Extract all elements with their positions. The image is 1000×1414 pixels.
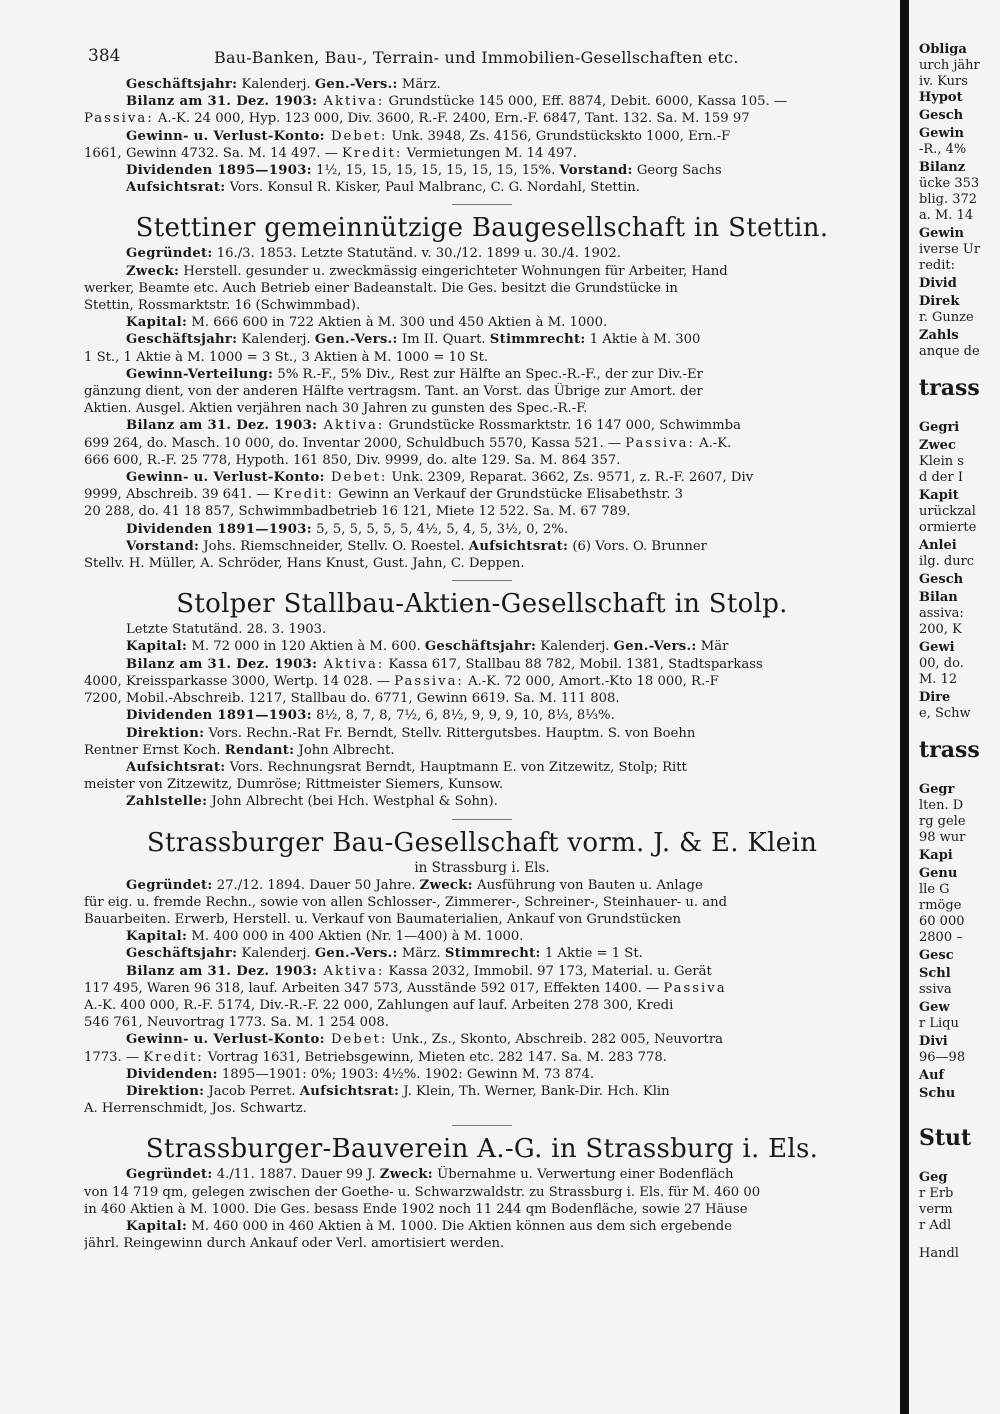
text-segment: Bauarbeiten. Erwerb, Herstell. u. Verkauf von Baumaterialien, Ankauf von Grundstücken [84, 911, 681, 927]
field-label: Kapital: [126, 315, 188, 331]
company-entry [84, 819, 880, 1118]
text-line [84, 452, 880, 469]
text-line [84, 314, 880, 331]
section-divider [452, 819, 512, 820]
text-line [84, 76, 880, 93]
entry-body [84, 1166, 880, 1252]
edge-text-fragment: Schu [919, 1086, 956, 1101]
text-segment: M. 460 000 in 460 Aktien à M. 1000. Die Aktien können aus dem sich ergebende [187, 1218, 733, 1234]
text-segment: Grundstücke Rossmarktstr. 16 147 000, Schwimmba [384, 418, 741, 434]
text-segment: Unk. 2309, Reparat. 3662, Zs. 9571, z. R.-F. 2607, Div [387, 470, 754, 486]
field-label: Kapital: [126, 1218, 188, 1234]
edge-text-fragment: e, Schw [919, 706, 971, 721]
edge-text-fragment: Gew [919, 1000, 950, 1015]
company-entry [84, 1125, 880, 1252]
edge-text-fragment: Handl [919, 1246, 959, 1261]
text-segment: Unk., Zs., Skonto, Abschreib. 282 005, Neuvortra [387, 1032, 723, 1048]
field-label: Gen.-Vers.: [314, 77, 398, 92]
text-line [84, 297, 880, 314]
edge-text-fragment: 96—98 [919, 1050, 966, 1065]
text-segment: gänzung dient, von der anderen Hälfte vertragsm. Tant. an Vorst. das Übrige zur Amort. der [84, 384, 703, 400]
text-segment: für eig. u. fremde Rechn., sowie von allen Schlosser-, Zimmerer-, Schreiner-, Steinhauer- u. and [84, 894, 728, 910]
edge-text-fragment: trass [919, 375, 980, 401]
text-line [84, 503, 880, 520]
text-segment: 1773. — [84, 1049, 144, 1065]
spaced-label: Aktiva: [317, 963, 385, 979]
edge-text-fragment: redit: [919, 258, 955, 273]
company-entry [84, 204, 880, 572]
text-segment: Jacob Perret. [204, 1083, 300, 1099]
field-label: Gegründet: [126, 877, 213, 893]
field-label: Bilanz am 31. Dez. 1903: [126, 94, 318, 110]
field-label: Geschäftsjahr: [126, 946, 238, 962]
field-label: Gewinn-Verteilung: [126, 366, 274, 382]
text-segment: M. 400 000 in 400 Aktien (Nr. 1—400) à M. 1000. [187, 929, 524, 945]
text-line [84, 1066, 880, 1083]
field-label: Dividenden 1895—1903: [126, 163, 312, 179]
field-label: Kapital: [126, 639, 188, 655]
field-label: Zahlstelle: [126, 794, 208, 810]
text-segment: März. [397, 946, 445, 962]
edge-text-fragment: Obliga [919, 42, 967, 57]
text-line [84, 145, 880, 162]
text-segment: 7200, Mobil.-Abschreib. 1217, Stallbau do. 6771, Gewinn 6619. Sa. M. 111 808. [84, 691, 620, 707]
edge-text-fragment: Schl [919, 966, 951, 981]
text-line [84, 759, 880, 776]
text-segment: Letzte Statutänd. 28. 3. 1903. [126, 622, 327, 638]
edge-text-fragment: assiva: [919, 606, 964, 621]
edge-text-fragment: r Liqu [919, 1016, 959, 1031]
edge-text-fragment: lle G [919, 882, 950, 897]
text-segment: Georg Sachs [632, 163, 722, 179]
text-segment: Kassa 617, Stallbau 88 782, Mobil. 1381, Stadtsparkass [384, 656, 763, 672]
text-line [84, 435, 880, 452]
edge-text-fragment: Divid [919, 276, 957, 291]
field-label: Zweck: [419, 877, 473, 893]
field-label: Aufsichtsrat: [299, 1083, 400, 1099]
text-segment: A.-K. 24 000, Hyp. 123 000, Div. 3600, R.-F. 2400, Ern.-F. 6847, Tant. 132. Sa. M. 159 97 [153, 111, 750, 127]
field-label: Aufsichtsrat: [468, 538, 569, 554]
edge-text-fragment: 00, do. [919, 656, 964, 671]
spaced-label: Debet: [324, 1032, 388, 1048]
text-line [84, 245, 880, 262]
entry-body [84, 245, 880, 572]
company-title: Stolper Stallbau-Aktien-Gesellschaft in Stolp. [176, 589, 788, 620]
text-segment: Vors. Konsul R. Kisker, Paul Malbranc, C. G. Nordahl, Stettin. [225, 180, 640, 196]
text-segment: 1½, 15, 15, 15, 15, 15, 15, 15, 15%. [311, 163, 560, 179]
edge-text-fragment: ücke 353 [919, 176, 980, 191]
edge-text-fragment: Zwec [919, 438, 956, 453]
text-line [84, 128, 880, 145]
edge-text-fragment: a. M. 14 [919, 208, 974, 223]
text-line [84, 707, 880, 724]
edge-text-fragment: urch jähr [919, 58, 980, 73]
text-line [84, 656, 880, 673]
spaced-label: Kredit: [143, 1049, 204, 1065]
column-divider [900, 0, 909, 1414]
text-segment: (6) Vors. O. Brunner [568, 538, 707, 554]
text-segment: Herstell. gesunder u. zweckmässig eingerichteter Wohnungen für Arbeiter, Hand [179, 263, 728, 279]
text-segment: Vors. Rechnungsrat Berndt, Hauptmann E. von Zitzewitz, Stolp; Ritt [225, 759, 687, 775]
text-segment: A.-K. [694, 435, 732, 451]
text-line [84, 1031, 880, 1048]
text-line [84, 555, 880, 572]
text-segment: 5% R.-F., 5% Div., Rest zur Hälfte an Spec.-R.-F., der zur Div.-Er [273, 366, 703, 382]
text-line [84, 621, 880, 638]
spaced-label: Passiva: [394, 673, 464, 689]
edge-text-fragment: anque de [919, 344, 980, 359]
edge-text-fragment: Gewi [919, 640, 955, 655]
edge-text-fragment: Gesch [919, 572, 964, 587]
text-segment: John Albrecht (bei Hch. Westphal & Sohn). [207, 794, 498, 810]
edge-text-fragment: rmöge [919, 898, 962, 913]
text-segment: meister von Zitzewitz, Dumröse; Rittmeister Siemers, Kunsow. [84, 777, 504, 793]
text-segment: in 460 Aktien à M. 1000. Die Ges. besass Ende 1902 noch 11 244 qm Bodenfläche, sowie 27 Häuse [84, 1201, 748, 1217]
text-line [84, 776, 880, 793]
text-segment: 1 Aktie = 1 St. [540, 946, 643, 962]
text-segment: Rentner Ernst Koch. [84, 742, 225, 758]
edge-text-fragment: Kapi [919, 848, 953, 863]
section-divider [452, 204, 512, 205]
edge-text-fragment: ssiva [919, 982, 952, 997]
text-line [84, 400, 880, 417]
edge-text-fragment: r. Gunze [919, 310, 974, 325]
text-line [84, 417, 880, 434]
company-title: Strassburger-Bauverein A.-G. in Strassburg i. Els. [145, 1134, 819, 1165]
edge-text-fragment: Gewin [919, 226, 964, 241]
text-segment: Übernahme u. Verwertung einer Bodenfläch [432, 1167, 734, 1183]
text-segment: 16./3. 1853. Letzte Statutänd. v. 30./12. 1899 u. 30./4. 1902. [212, 246, 621, 262]
spaced-label: Debet: [324, 470, 388, 486]
text-line [84, 980, 880, 997]
text-line [84, 945, 880, 962]
text-segment: Kalenderj. [536, 639, 614, 655]
spaced-label: Aktiva: [317, 418, 385, 434]
text-segment: Vortrag 1631, Betriebsgewinn, Mieten etc. 282 147. Sa. M. 283 778. [203, 1049, 667, 1065]
text-line [84, 928, 880, 945]
edge-text-fragment: verm [919, 1202, 953, 1217]
text-segment: Unk. 3948, Zs. 4156, Grundstückskto 1000, Ern.-F [387, 128, 731, 144]
edge-text-fragment: trass [919, 737, 980, 763]
text-line [84, 263, 880, 280]
field-label: Gen.-Vers.: [314, 946, 398, 962]
text-segment: Kalenderj. [237, 332, 315, 348]
field-label: Zweck: [126, 263, 180, 279]
text-segment: Stettin, Rossmarktstr. 16 (Schwimmbad). [84, 298, 361, 314]
text-segment: A.-K. 72 000, Amort.-Kto 18 000, R.-F [463, 673, 719, 689]
field-label: Dividenden: [126, 1066, 218, 1082]
field-label: Bilanz am 31. Dez. 1903: [126, 418, 318, 434]
edge-text-fragment: 200, K [919, 622, 962, 637]
edge-text-fragment: Gegr [919, 782, 955, 797]
text-line [84, 690, 880, 707]
edge-text-fragment: Gewin [919, 126, 964, 141]
text-segment: 8½, 8, 7, 8, 7½, 6, 8½, 9, 9, 9, 10, 8⅓, 8⅓%. [311, 708, 615, 724]
company-entries [84, 204, 880, 1252]
entry-body [84, 877, 880, 1118]
spaced-label: Aktiva: [317, 656, 385, 672]
text-segment: werker, Beamte etc. Auch Betrieb einer Badeanstalt. Die Ges. besitzt die Grundstücke in [84, 280, 678, 296]
edge-text-fragment: 98 wur [919, 830, 966, 845]
edge-text-fragment: M. 12 [919, 672, 958, 687]
edge-text-fragment: Zahls [919, 328, 959, 343]
edge-text-fragment: Bilanz [919, 160, 966, 175]
text-line [84, 877, 880, 894]
spaced-label: Passiva: [84, 111, 154, 127]
text-segment: 1895—1901: 0%; 1903: 4½%. 1902: Gewinn M. 73 874. [217, 1066, 595, 1082]
edge-text-fragment: lten. D [919, 798, 964, 813]
spaced-label: Aktiva: [317, 94, 385, 110]
text-line [84, 793, 880, 810]
text-segment: 546 761, Neuvortrag 1773. Sa. M. 1 254 008. [84, 1015, 389, 1031]
field-label: Gewinn- u. Verlust-Konto: [126, 128, 325, 144]
edge-text-fragment: Klein s [919, 454, 964, 469]
spaced-label: Passiva: [625, 435, 695, 451]
field-label: Stimmrecht: [444, 946, 541, 962]
edge-text-fragment: iv. Kurs [919, 74, 968, 89]
text-segment: Johs. Riemschneider, Stellv. O. Roestel. [199, 538, 469, 554]
text-segment: Grundstücke 145 000, Eff. 8874, Debit. 6000, Kassa 105. — [384, 94, 788, 110]
field-label: Direktion: [126, 725, 205, 741]
field-label: Gewinn- u. Verlust-Konto: [126, 1032, 325, 1048]
running-title: Bau-Banken, Bau-, Terrain- und Immobilien-Gesellschaften etc. [214, 48, 739, 67]
field-label: Aufsichtsrat: [126, 759, 226, 775]
text-segment: 666 600, R.-F. 25 778, Hypoth. 161 850, Div. 9999, do. alte 129. Sa. M. 864 357. [84, 452, 621, 468]
main-column [84, 42, 880, 1402]
edge-text-fragment: Gesch [919, 108, 964, 123]
edge-text-fragment: r Erb [919, 1186, 954, 1201]
text-segment: Kassa 2032, Immobil. 97 173, Material. u. Gerät [384, 963, 712, 979]
edge-text-fragment: Divi [919, 1034, 948, 1049]
company-entry [84, 580, 880, 810]
edge-text-fragment: Kapit [919, 488, 959, 503]
text-segment: Gewinn an Verkauf der Grundstücke Elisabethstr. 3 [334, 487, 683, 503]
field-label: Geschäftsjahr: [424, 639, 537, 655]
text-segment: Stellv. H. Müller, A. Schröder, Hans Knust, Gust. Jahn, C. Deppen. [84, 556, 525, 572]
edge-text-fragment: Auf [919, 1068, 945, 1083]
text-segment: 9999, Abschreib. 39 641. — [84, 487, 274, 503]
text-segment: J. Klein, Th. Werner, Bank-Dir. Hch. Klin [399, 1083, 670, 1099]
edge-text-fragment: Gegri [919, 420, 960, 435]
text-line [84, 383, 880, 400]
text-segment: 20 288, do. 41 18 857, Schwimmbadbetrieb 16 121, Miete 12 522. Sa. M. 67 789. [84, 504, 631, 520]
text-segment: Ausführung von Bauten u. Anlage [472, 877, 703, 893]
adjacent-page-edge [909, 0, 1000, 1414]
field-label: Vorstand: [126, 538, 200, 554]
field-label: Bilanz am 31. Dez. 1903: [126, 656, 318, 672]
text-line [84, 162, 880, 179]
text-line [84, 331, 880, 348]
field-label: Geschäftsjahr: [126, 77, 238, 92]
company-location: in Strassburg i. Els. [414, 859, 550, 876]
company-title: Strassburger Bau-Gesellschaft vorm. J. & E. Klein [146, 827, 818, 858]
text-segment: A. Herrenschmidt, Jos. Schwartz. [84, 1101, 307, 1117]
field-label: Zweck: [379, 1167, 433, 1183]
edge-text-fragment: Bilan [919, 590, 958, 605]
field-label: Vorstand: [559, 163, 633, 179]
text-line [84, 110, 880, 127]
text-line [84, 366, 880, 383]
edge-text-fragment: urückzal [919, 504, 976, 519]
edge-text-fragment: Direk [919, 294, 960, 309]
field-label: Gen.-Vers.: [613, 639, 697, 655]
text-line [84, 1166, 880, 1183]
field-label: Rendant: [224, 742, 295, 758]
field-label: Gegründet: [126, 1167, 213, 1183]
field-label: Dividenden 1891—1903: [126, 708, 312, 724]
text-segment: 4./11. 1887. Dauer 99 J. [212, 1167, 380, 1183]
spaced-label: Kredit: [273, 487, 334, 503]
text-line [84, 1049, 880, 1066]
text-segment: 1 St., 1 Aktie à M. 1000 = 3 St., 3 Aktien à M. 1000 = 10 St. [84, 349, 489, 365]
text-line [84, 673, 880, 690]
spaced-label: Kredit: [342, 145, 403, 161]
text-line [84, 1100, 880, 1117]
text-segment: 27./12. 1894. Dauer 50 Jahre. [212, 877, 420, 893]
section-divider [452, 580, 512, 581]
section-divider [452, 1125, 512, 1126]
edge-text-fragment: iverse Ur [919, 242, 981, 257]
text-segment: Aktien. Ausgel. Aktien verjähren nach 30 Jahren zu gunsten des Spec.-R.-F. [84, 401, 588, 417]
text-segment: Vermietungen M. 14 497. [402, 145, 577, 161]
text-line [84, 538, 880, 555]
edge-text-fragment: blig. 372 [919, 192, 978, 207]
text-segment: 1661, Gewinn 4732. Sa. M. 14 497. — [84, 145, 342, 161]
text-line [84, 911, 880, 928]
field-label: Gen.-Vers.: [314, 332, 398, 348]
field-label: Dividenden 1891—1903: [126, 521, 312, 537]
edge-text-fragment: ormierte [919, 520, 977, 535]
text-segment: jährl. Reingewinn durch Ankauf oder Verl. amortisiert werden. [84, 1236, 505, 1252]
field-label: Gegründet: [126, 246, 213, 262]
field-label: Bilanz am 31. Dez. 1903: [126, 963, 318, 979]
text-line [84, 997, 880, 1014]
text-line [84, 725, 880, 742]
field-label: Geschäftsjahr: [126, 332, 238, 348]
edge-text-fragment: Stut [919, 1125, 972, 1151]
text-line [84, 280, 880, 297]
text-segment: Kalenderj. [237, 77, 315, 92]
text-line [84, 742, 880, 759]
field-label: Kapital: [126, 929, 188, 945]
text-segment: 699 264, do. Masch. 10 000, do. Inventar 2000, Schuldbuch 5570, Kassa 521. — [84, 435, 626, 451]
field-label: Stimmrecht: [489, 332, 586, 348]
text-segment: Mär [696, 639, 729, 655]
text-line [84, 179, 880, 196]
entry-body [84, 621, 880, 810]
edge-text-fragment: rg gele [919, 814, 966, 829]
edge-text-fragment: r Adl [919, 1218, 952, 1233]
text-segment: Im II. Quart. [397, 332, 490, 348]
text-line [84, 1235, 880, 1252]
text-line [84, 894, 880, 911]
text-line [84, 486, 880, 503]
spaced-label: Debet: [324, 128, 388, 144]
edge-text-fragment: d der I [919, 470, 963, 485]
company-title: Stettiner gemeinnützige Baugesellschaft in Stettin. [135, 213, 829, 244]
page-number: 384 [88, 46, 121, 66]
text-segment: Kalenderj. [237, 946, 315, 962]
text-segment: 4000, Kreissparkasse 3000, Wertp. 14 028. — [84, 673, 395, 689]
edge-text-fragment: ilg. durc [919, 554, 975, 569]
edge-text-fragment: Hypot [919, 90, 963, 105]
page-header [84, 42, 880, 76]
text-line [84, 349, 880, 366]
text-line [84, 93, 880, 110]
edge-text-fragment: Geg [919, 1170, 948, 1185]
text-segment: A.-K. 400 000, R.-F. 5174, Div.-R.-F. 22 000, Zahlungen auf lauf. Arbeiten 278 300, Kredi [84, 997, 674, 1013]
text-line [84, 469, 880, 486]
text-line [84, 1201, 880, 1218]
text-line [84, 1184, 880, 1201]
edge-text-fragment: 2800 – [919, 930, 963, 945]
text-segment: 5, 5, 5, 5, 5, 5, 4½, 5, 4, 5, 3½, 0, 2%. [311, 521, 569, 537]
edge-text-fragment: Anlei [919, 538, 957, 553]
text-line [84, 1083, 880, 1100]
text-line [84, 521, 880, 538]
edge-text-fragment: Genu [919, 866, 958, 881]
continued-entry [84, 76, 880, 196]
text-segment: 117 495, Waren 96 318, lauf. Arbeiten 347 573, Ausstände 592 017, Effekten 1400. — [84, 980, 664, 996]
field-label: Gewinn- u. Verlust-Konto: [126, 470, 325, 486]
text-segment: März. [397, 77, 441, 92]
text-segment: John Albrecht. [294, 742, 395, 758]
text-segment: M. 666 600 in 722 Aktien à M. 300 und 450 Aktien à M. 1000. [187, 315, 608, 331]
edge-text-fragment: 60 000 [919, 914, 965, 929]
text-line [84, 963, 880, 980]
field-label: Direktion: [126, 1083, 205, 1099]
field-label: Aufsichtsrat: [126, 180, 226, 196]
text-line [84, 638, 880, 655]
text-segment: 1 Aktie à M. 300 [585, 332, 701, 348]
text-line [84, 1014, 880, 1031]
text-segment: von 14 719 qm, gelegen zwischen der Goethe- u. Schwarzwaldstr. zu Strassburg i. Els. für M. 460 00 [84, 1184, 761, 1200]
edge-text-fragment: Gesc [919, 948, 954, 963]
spaced-label: Passiva [663, 980, 727, 996]
edge-text-fragment: -R., 4% [919, 142, 967, 157]
edge-text-fragment: Dire [919, 690, 951, 705]
text-line [84, 1218, 880, 1235]
text-segment: M. 72 000 in 120 Aktien à M. 600. [187, 639, 425, 655]
text-segment: Vors. Rechn.-Rat Fr. Berndt, Stellv. Rittergutsbes. Hauptm. S. von Boehn [204, 725, 696, 741]
